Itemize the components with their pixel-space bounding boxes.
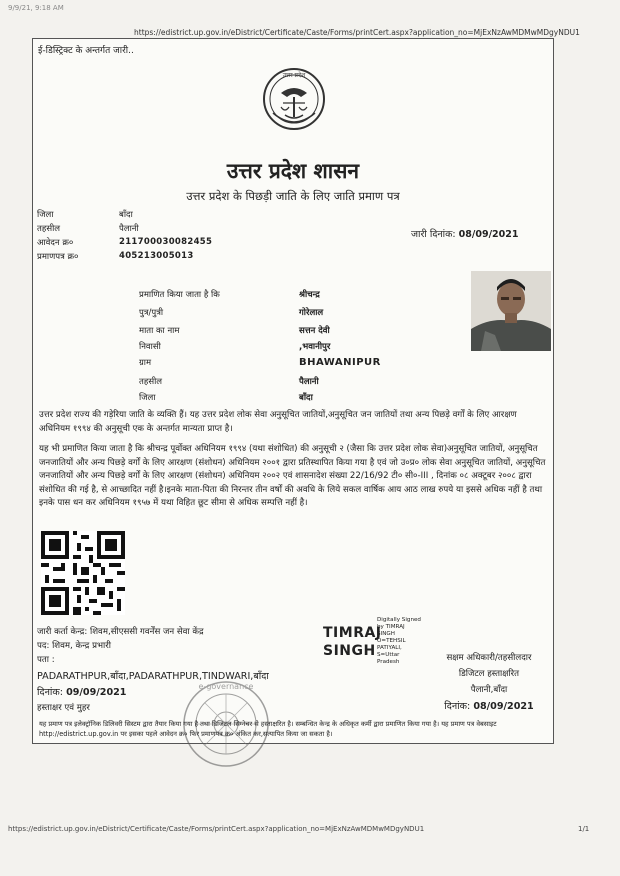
officer-date-label: दिनांक: <box>444 701 471 712</box>
edistrict-note: ई-डिस्ट्रिक्ट के अन्तर्गत जारी.. <box>38 46 134 56</box>
issuer-date-label: दिनांक: <box>37 687 63 698</box>
mother-name: सत्तन देवी <box>299 326 330 336</box>
issuer-address: PADARATHPUR,बाँदा,PADARATHPUR,TINDWARI,बाँदा <box>37 671 269 682</box>
page-number: 1/1 <box>578 825 590 833</box>
father-name: गोरेलाल <box>299 308 324 318</box>
resident-value: ,भवानीपुर <box>299 342 331 352</box>
sign-meta-line: PATIYALI, <box>377 645 402 651</box>
browser-datetime: 9/9/21, 9:18 AM <box>8 4 64 12</box>
issuer-post: पद: शिवम, केन्द्र प्रभारी <box>37 641 111 651</box>
detail-district-value: बाँदा <box>299 393 313 403</box>
sign-meta-line: by TIMRAJ <box>377 624 405 630</box>
village-label: ग्राम <box>139 358 152 368</box>
application-label: आवेदन क्र० <box>37 238 74 248</box>
tehsil-label: तहसील <box>37 224 61 234</box>
signer-name-line1: TIMRAJ <box>323 625 382 641</box>
issuer-date <box>37 685 126 698</box>
certificate-subtitle: उत्तर प्रदेश के पिछड़ी जाति के लिए जाति प्रमाण पत्र <box>186 189 400 203</box>
mother-label: माता का नाम <box>139 326 180 336</box>
village-value: BHAWANIPUR <box>299 357 381 368</box>
officer-date-value: 08/09/2021 <box>473 701 534 712</box>
signer-name-line2: SINGH <box>323 643 376 659</box>
disclaimer: यह प्रमाण पत्र इलेक्ट्रॉनिक डिलिवरी सिस्टम द्वारा तैयार किया गया है तथा डिजिटल सिग्नेचर से हस्ताक्षरित है। सम्बन्धित केन्द्र के अधिकृत कर्मी द्वारा प्रमाणित किया गया है। यह प्रमाण पत्र वेबसाइट http://edistrict.up.gov.in पर इसका पहले आवेदन क्र० फिर प्रमाणपत्र क्र० अंकित कर,सत्यापित किया जा सकता है। <box>39 720 497 738</box>
detail-tehsil-value: पैलानी <box>299 377 319 387</box>
digital-signature-meta <box>377 617 437 666</box>
caste-paragraph: उत्तर प्रदेश राज्य की गड़ेरिया जाति के व्यक्ति हैं। यह उत्तर प्रदेश लोक सेवा अनुसूचित जातियों,अनुसूचित जन जातियों तथा अन्य पिछड़े वर्गों के लिए आरक्षण अधिनियम १९९४ की अनुसूची एक के अन्तर्गत मान्यता प्राप्त है। <box>39 410 517 434</box>
certify-label: प्रमाणित किया जाता है कि <box>139 290 220 300</box>
sign-meta-line: SINGH <box>377 631 395 637</box>
certificate-number-label: प्रमाणपत्र क्र० <box>37 252 79 262</box>
issuer-date-value: 09/09/2021 <box>66 687 127 698</box>
certificate <box>32 38 554 744</box>
officer-place: पैलानी,बाँदा <box>470 685 508 695</box>
issuing-center: जारी कर्ता केन्द्र: शिवम,सीएससी गवर्नेंस जन सेवा केंद्र <box>37 627 204 637</box>
browser-url: https://edistrict.up.gov.in/eDistrict/Certificate/Caste/Forms/printCert.aspx?application_no=MjExNzAwMDMwMDgyNDU1 <box>134 28 580 37</box>
issue-date-label: जारी दिनांक: <box>411 229 456 240</box>
certificate-number: 405213005013 <box>119 251 194 261</box>
officer-digital-sign: डिजिटल हस्ताक्षरित <box>458 669 520 679</box>
district-value: बाँदा <box>119 210 133 220</box>
seal-text: e-governance <box>198 682 254 691</box>
certificate-title: उत्तर प्रदेश शासन <box>226 158 360 183</box>
certification-paragraph: यह भी प्रमाणित किया जाता है कि श्रीचन्द्र पूर्वोक्त अधिनियम १९९४ (यथा संशोधित) की अनुसूची २ (जैसा कि उत्तर प्रदेश लोक सेवा)अनुसूचित जातियों, अनुसूचित जनजातियों और अन्य पिछड़े वर्गों के लिए आरक्षण (संशोधन) अधिनियम २००१ द्वारा प्रतिस्थापित किया गया है एवं जो उ०प्र० लोक सेवा अनुसूचित जातियों, अनुसूचित जनजातियों और अन्य पिछड़े वर्गों के लिए आरक्षण (संशोधन) अधिनियम २००२ एवं शासनादेश संख्या 22/16/92 टी० सी०-III , दिनांक ०८ अक्टूबर २००८ द्वारा संशोधित की गई है, से आच्छादित नहीं है।इनके माता-पिता की निरन्तर तीन वर्षों की अवधि के लिये सकल वार्षिक आय आठ लाख रुपये या इससे अधिक नहीं है तथा इनके पास धन कर अधिनियम १९५७ में यथा विहित छूट सीमा से अधिक सम्पत्ति नहीं है। <box>39 444 546 508</box>
sign-meta-line: O=TEHSIL <box>377 638 406 644</box>
sign-meta-line: Digitally Signed <box>377 617 421 623</box>
issue-date-value: 08/09/2021 <box>458 229 519 240</box>
officer-date <box>429 699 549 712</box>
resident-label: निवासी <box>139 342 161 352</box>
applicant-name: श्रीचन्द्र <box>299 290 320 300</box>
son-of-label: पुत्र/पुत्री <box>139 308 164 318</box>
detail-district-label: जिला <box>139 393 156 403</box>
sign-meta-line: Pradesh <box>377 659 400 665</box>
detail-tehsil-label: तहसील <box>139 377 163 387</box>
issue-date <box>411 227 518 240</box>
sign-meta-line: S=Uttar <box>377 652 400 658</box>
sign-and-seal: हस्ताक्षर एवं मुहर <box>37 703 90 713</box>
application-number: 211700030082455 <box>119 237 213 247</box>
applicant-photo <box>471 271 551 351</box>
qr-code-icon <box>41 531 125 615</box>
officer-title: सक्षम अधिकारी/तहसीलदार <box>446 653 532 663</box>
issuer-address-label: पता : <box>37 655 55 665</box>
footer-url: https://edistrict.up.gov.in/eDistrict/Certificate/Caste/Forms/printCert.aspx?application_no=MjExNzAwMDMwMDgyNDU1 <box>8 825 425 833</box>
district-label: जिला <box>37 210 54 220</box>
up-emblem-icon <box>261 63 327 141</box>
tehsil-value: पैलानी <box>119 224 139 234</box>
emblem-text: उत्तर प्रदेश <box>282 72 306 79</box>
